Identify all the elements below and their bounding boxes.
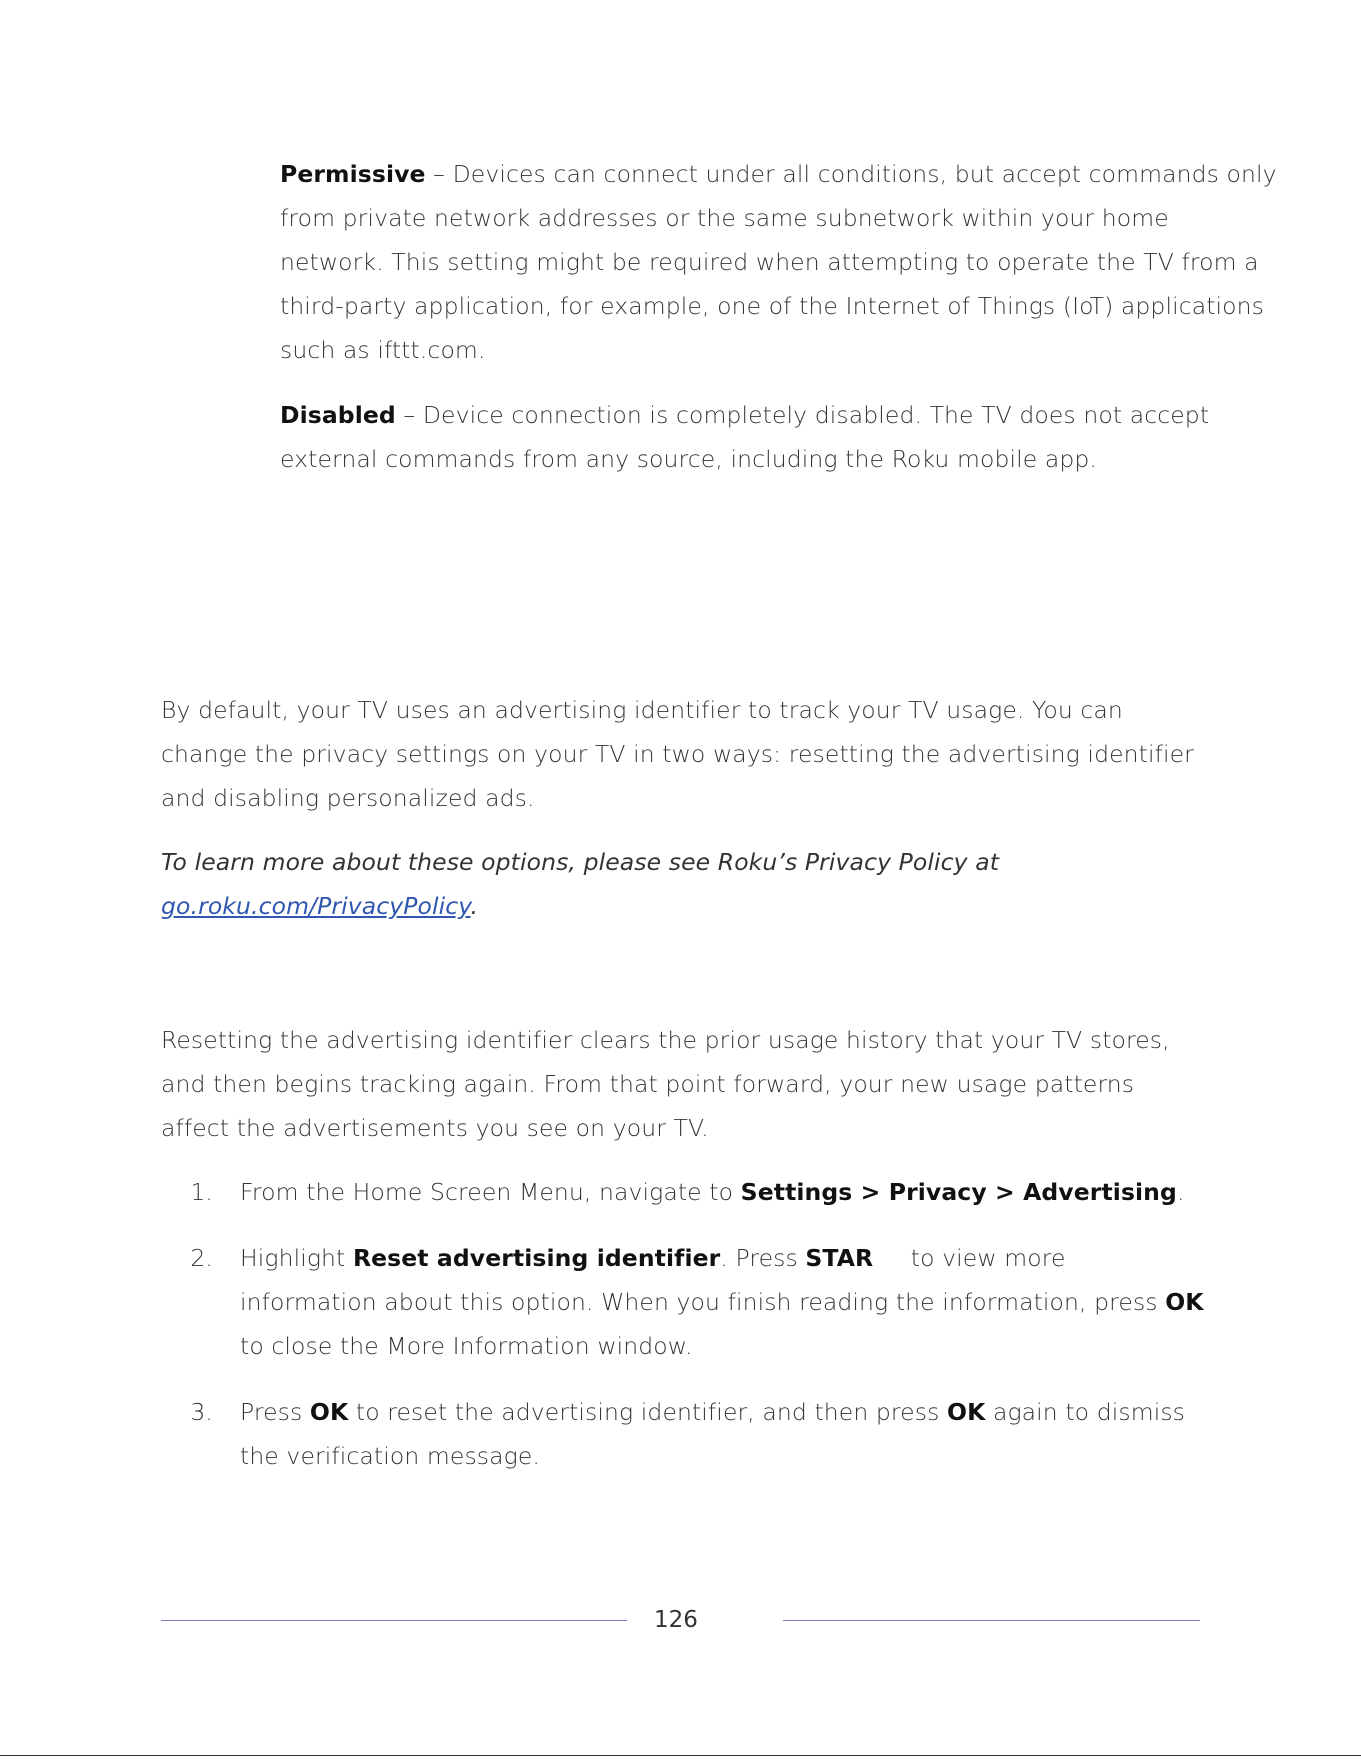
footer-rule-left <box>161 1620 627 1621</box>
settings-path: Settings > Privacy > Advertising <box>740 1178 1177 1206</box>
ok-key-label: OK <box>1165 1288 1204 1316</box>
step-2-text: Highlight <box>240 1244 353 1272</box>
page-number: 126 <box>654 1607 698 1633</box>
step-3 <box>161 1390 1206 1478</box>
reset-identifier-label: Reset advertising identifier <box>352 1244 721 1272</box>
step-2-text-3: to view more information about this option. When you finish reading the information, press <box>240 1244 1166 1316</box>
privacy-note-text: To learn more about these options, please see Roku’s Privacy Policy at <box>161 848 1000 876</box>
step-1-end: . <box>1176 1178 1185 1206</box>
step-number: 2. <box>190 1244 213 1272</box>
step-2-text-4: to close the More Information window. <box>240 1332 693 1360</box>
privacy-note-period: . <box>470 892 479 920</box>
ok-key-label: OK <box>309 1398 349 1426</box>
privacy-policy-link[interactable]: go.roku.com/PrivacyPolicy <box>161 892 471 920</box>
disabled-description <box>280 393 1280 481</box>
permissive-text: – Devices can connect under all conditions, but accept commands only from private network addresses or the same subnetwork within your home network. This setting might be required when attempting to operate the TV from a third-party application, for example, one of the Internet of Things (IoT) applications such as ifttt.com. <box>280 160 1277 364</box>
disabled-term: Disabled <box>280 401 396 429</box>
ok-key-label-2: OK <box>947 1398 986 1426</box>
step-number: 1. <box>190 1178 213 1206</box>
step-3-text: Press <box>240 1398 310 1426</box>
step-1-text: From the Home Screen Menu, navigate to <box>240 1178 741 1206</box>
step-3-text-2: to reset the advertising identifier, and then press <box>348 1398 947 1426</box>
reset-intro-paragraph: Resetting the advertising identifier clears the prior usage history that your TV stores, and then begins tracking again. From that point forward, your new usage patterns affect the advertisements you see on your TV. <box>161 1026 1170 1142</box>
step-2 <box>161 1236 1206 1368</box>
privacy-intro-paragraph: By default, your TV uses an advertising identifier to track your TV usage. You can change the privacy settings on your TV in two ways: resetting the advertising identifier and disabling personalized ads. <box>161 696 1194 812</box>
step-3-text-3: again to dismiss the verification message. <box>240 1398 1186 1470</box>
disabled-text: – Device connection is completely disabled. The TV does not accept external commands from any source, including the Roku mobile app. <box>280 401 1210 473</box>
permissive-term: Permissive <box>280 160 426 188</box>
privacy-policy-note <box>161 840 1206 928</box>
permissive-description <box>280 152 1280 372</box>
star-key-label: STAR <box>805 1244 874 1272</box>
step-1 <box>161 1170 1206 1214</box>
step-number: 3. <box>190 1398 213 1426</box>
footer-rule-right <box>783 1620 1200 1621</box>
page-bottom-edge <box>0 1755 1361 1756</box>
step-2-text-2: . Press <box>720 1244 806 1272</box>
